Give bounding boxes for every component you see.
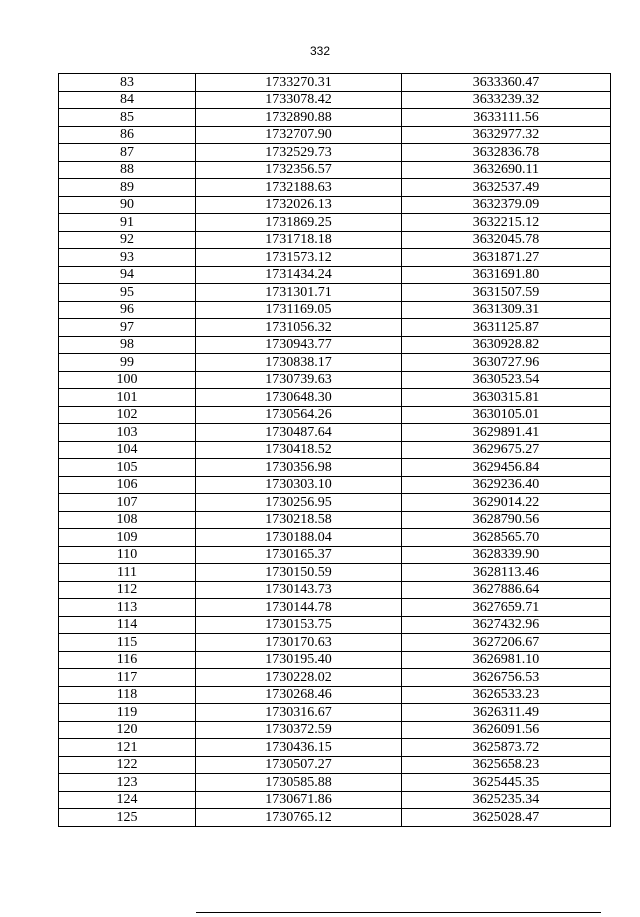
table-row — [59, 336, 611, 354]
y-coordinate-cell: 3628113.46 — [402, 564, 611, 582]
table-row — [59, 809, 611, 827]
table-row — [59, 651, 611, 669]
page-number: 332 — [309, 44, 331, 58]
y-coordinate-cell: 3625873.72 — [402, 739, 611, 757]
table-row — [59, 791, 611, 809]
table-row — [59, 459, 611, 477]
point-number-cell: 122 — [59, 756, 196, 774]
y-coordinate-cell: 3630105.01 — [402, 406, 611, 424]
table-row — [59, 616, 611, 634]
point-number-cell: 116 — [59, 651, 196, 669]
point-number-cell: 103 — [59, 424, 196, 442]
x-coordinate-cell: 1732707.90 — [196, 126, 402, 144]
y-coordinate-cell: 3631871.27 — [402, 249, 611, 267]
y-coordinate-cell: 3626091.56 — [402, 721, 611, 739]
table-row — [59, 389, 611, 407]
y-coordinate-cell: 3632379.09 — [402, 196, 611, 214]
y-coordinate-cell: 3627206.67 — [402, 634, 611, 652]
x-coordinate-cell: 1730143.73 — [196, 581, 402, 599]
y-coordinate-cell: 3632537.49 — [402, 179, 611, 197]
table-row — [59, 441, 611, 459]
y-coordinate-cell: 3631309.31 — [402, 301, 611, 319]
y-coordinate-cell: 3632690.11 — [402, 161, 611, 179]
y-coordinate-cell: 3625658.23 — [402, 756, 611, 774]
table-row — [59, 196, 611, 214]
y-coordinate-cell: 3631691.80 — [402, 266, 611, 284]
point-number-cell: 102 — [59, 406, 196, 424]
table-row — [59, 511, 611, 529]
y-coordinate-cell: 3632836.78 — [402, 144, 611, 162]
table-row — [59, 476, 611, 494]
x-coordinate-cell: 1730153.75 — [196, 616, 402, 634]
x-coordinate-cell: 1732890.88 — [196, 109, 402, 127]
y-coordinate-cell: 3631507.59 — [402, 284, 611, 302]
x-coordinate-cell: 1731056.32 — [196, 319, 402, 337]
point-number-cell: 93 — [59, 249, 196, 267]
x-coordinate-cell: 1730838.17 — [196, 354, 402, 372]
point-number-cell: 118 — [59, 686, 196, 704]
x-coordinate-cell: 1730436.15 — [196, 739, 402, 757]
point-number-cell: 100 — [59, 371, 196, 389]
table-row — [59, 634, 611, 652]
point-number-cell: 106 — [59, 476, 196, 494]
table-row — [59, 144, 611, 162]
y-coordinate-cell: 3625028.47 — [402, 809, 611, 827]
x-coordinate-cell: 1730303.10 — [196, 476, 402, 494]
table-row — [59, 266, 611, 284]
x-coordinate-cell: 1730507.27 — [196, 756, 402, 774]
coordinates-table-body — [59, 74, 611, 827]
x-coordinate-cell: 1731434.24 — [196, 266, 402, 284]
table-row — [59, 126, 611, 144]
x-coordinate-cell: 1730487.64 — [196, 424, 402, 442]
point-number-cell: 108 — [59, 511, 196, 529]
table-row — [59, 406, 611, 424]
y-coordinate-cell: 3629236.40 — [402, 476, 611, 494]
point-number-cell: 125 — [59, 809, 196, 827]
x-coordinate-cell: 1733270.31 — [196, 74, 402, 92]
y-coordinate-cell: 3633111.56 — [402, 109, 611, 127]
point-number-cell: 96 — [59, 301, 196, 319]
x-coordinate-cell: 1730218.58 — [196, 511, 402, 529]
x-coordinate-cell: 1730418.52 — [196, 441, 402, 459]
y-coordinate-cell: 3626533.23 — [402, 686, 611, 704]
y-coordinate-cell: 3628565.70 — [402, 529, 611, 547]
point-number-cell: 85 — [59, 109, 196, 127]
x-coordinate-cell: 1730150.59 — [196, 564, 402, 582]
table-row — [59, 371, 611, 389]
y-coordinate-cell: 3626756.53 — [402, 669, 611, 687]
table-row — [59, 284, 611, 302]
table-row — [59, 301, 611, 319]
x-coordinate-cell: 1730228.02 — [196, 669, 402, 687]
x-coordinate-cell: 1730648.30 — [196, 389, 402, 407]
x-coordinate-cell: 1731169.05 — [196, 301, 402, 319]
point-number-cell: 124 — [59, 791, 196, 809]
table-row — [59, 91, 611, 109]
y-coordinate-cell: 3630727.96 — [402, 354, 611, 372]
table-row — [59, 599, 611, 617]
y-coordinate-cell: 3632215.12 — [402, 214, 611, 232]
point-number-cell: 115 — [59, 634, 196, 652]
y-coordinate-cell: 3628790.56 — [402, 511, 611, 529]
table-row — [59, 109, 611, 127]
table-row — [59, 179, 611, 197]
table-row — [59, 214, 611, 232]
x-coordinate-cell: 1730671.86 — [196, 791, 402, 809]
table-row — [59, 249, 611, 267]
point-number-cell: 104 — [59, 441, 196, 459]
y-coordinate-cell: 3629014.22 — [402, 494, 611, 512]
point-number-cell: 121 — [59, 739, 196, 757]
point-number-cell: 86 — [59, 126, 196, 144]
y-coordinate-cell: 3630523.54 — [402, 371, 611, 389]
table-row — [59, 581, 611, 599]
point-number-cell: 94 — [59, 266, 196, 284]
x-coordinate-cell: 1732529.73 — [196, 144, 402, 162]
x-coordinate-cell: 1730372.59 — [196, 721, 402, 739]
point-number-cell: 90 — [59, 196, 196, 214]
table-row — [59, 354, 611, 372]
x-coordinate-cell: 1732356.57 — [196, 161, 402, 179]
bottom-rule — [196, 912, 601, 913]
point-number-cell: 95 — [59, 284, 196, 302]
y-coordinate-cell: 3629675.27 — [402, 441, 611, 459]
table-row — [59, 774, 611, 792]
point-number-cell: 87 — [59, 144, 196, 162]
point-number-cell: 88 — [59, 161, 196, 179]
coordinates-table — [58, 73, 611, 827]
y-coordinate-cell: 3628339.90 — [402, 546, 611, 564]
point-number-cell: 120 — [59, 721, 196, 739]
x-coordinate-cell: 1731869.25 — [196, 214, 402, 232]
point-number-cell: 101 — [59, 389, 196, 407]
table-row — [59, 564, 611, 582]
table-row — [59, 231, 611, 249]
y-coordinate-cell: 3625235.34 — [402, 791, 611, 809]
point-number-cell: 83 — [59, 74, 196, 92]
table-row — [59, 721, 611, 739]
y-coordinate-cell: 3632045.78 — [402, 231, 611, 249]
point-number-cell: 107 — [59, 494, 196, 512]
table-row — [59, 739, 611, 757]
x-coordinate-cell: 1731301.71 — [196, 284, 402, 302]
table-row — [59, 704, 611, 722]
point-number-cell: 111 — [59, 564, 196, 582]
table-row — [59, 494, 611, 512]
x-coordinate-cell: 1730165.37 — [196, 546, 402, 564]
point-number-cell: 123 — [59, 774, 196, 792]
table-row — [59, 74, 611, 92]
y-coordinate-cell: 3630928.82 — [402, 336, 611, 354]
x-coordinate-cell: 1731573.12 — [196, 249, 402, 267]
y-coordinate-cell: 3626981.10 — [402, 651, 611, 669]
y-coordinate-cell: 3626311.49 — [402, 704, 611, 722]
point-number-cell: 97 — [59, 319, 196, 337]
point-number-cell: 92 — [59, 231, 196, 249]
point-number-cell: 89 — [59, 179, 196, 197]
table-row — [59, 546, 611, 564]
y-coordinate-cell: 3627432.96 — [402, 616, 611, 634]
point-number-cell: 119 — [59, 704, 196, 722]
point-number-cell: 98 — [59, 336, 196, 354]
table-row — [59, 424, 611, 442]
x-coordinate-cell: 1730943.77 — [196, 336, 402, 354]
x-coordinate-cell: 1733078.42 — [196, 91, 402, 109]
point-number-cell: 110 — [59, 546, 196, 564]
y-coordinate-cell: 3631125.87 — [402, 319, 611, 337]
x-coordinate-cell: 1730170.63 — [196, 634, 402, 652]
y-coordinate-cell: 3633239.32 — [402, 91, 611, 109]
x-coordinate-cell: 1730188.04 — [196, 529, 402, 547]
table-row — [59, 669, 611, 687]
x-coordinate-cell: 1730765.12 — [196, 809, 402, 827]
table-row — [59, 319, 611, 337]
x-coordinate-cell: 1730356.98 — [196, 459, 402, 477]
x-coordinate-cell: 1732188.63 — [196, 179, 402, 197]
x-coordinate-cell: 1730316.67 — [196, 704, 402, 722]
point-number-cell: 117 — [59, 669, 196, 687]
x-coordinate-cell: 1730585.88 — [196, 774, 402, 792]
y-coordinate-cell: 3629456.84 — [402, 459, 611, 477]
x-coordinate-cell: 1732026.13 — [196, 196, 402, 214]
point-number-cell: 105 — [59, 459, 196, 477]
y-coordinate-cell: 3629891.41 — [402, 424, 611, 442]
y-coordinate-cell: 3627659.71 — [402, 599, 611, 617]
x-coordinate-cell: 1730739.63 — [196, 371, 402, 389]
y-coordinate-cell: 3627886.64 — [402, 581, 611, 599]
x-coordinate-cell: 1730268.46 — [196, 686, 402, 704]
x-coordinate-cell: 1730564.26 — [196, 406, 402, 424]
x-coordinate-cell: 1730144.78 — [196, 599, 402, 617]
y-coordinate-cell: 3633360.47 — [402, 74, 611, 92]
y-coordinate-cell: 3632977.32 — [402, 126, 611, 144]
point-number-cell: 109 — [59, 529, 196, 547]
x-coordinate-cell: 1730195.40 — [196, 651, 402, 669]
point-number-cell: 113 — [59, 599, 196, 617]
table-row — [59, 529, 611, 547]
point-number-cell: 84 — [59, 91, 196, 109]
y-coordinate-cell: 3625445.35 — [402, 774, 611, 792]
table-row — [59, 756, 611, 774]
x-coordinate-cell: 1731718.18 — [196, 231, 402, 249]
point-number-cell: 99 — [59, 354, 196, 372]
point-number-cell: 112 — [59, 581, 196, 599]
y-coordinate-cell: 3630315.81 — [402, 389, 611, 407]
table-row — [59, 161, 611, 179]
point-number-cell: 114 — [59, 616, 196, 634]
point-number-cell: 91 — [59, 214, 196, 232]
table-row — [59, 686, 611, 704]
x-coordinate-cell: 1730256.95 — [196, 494, 402, 512]
